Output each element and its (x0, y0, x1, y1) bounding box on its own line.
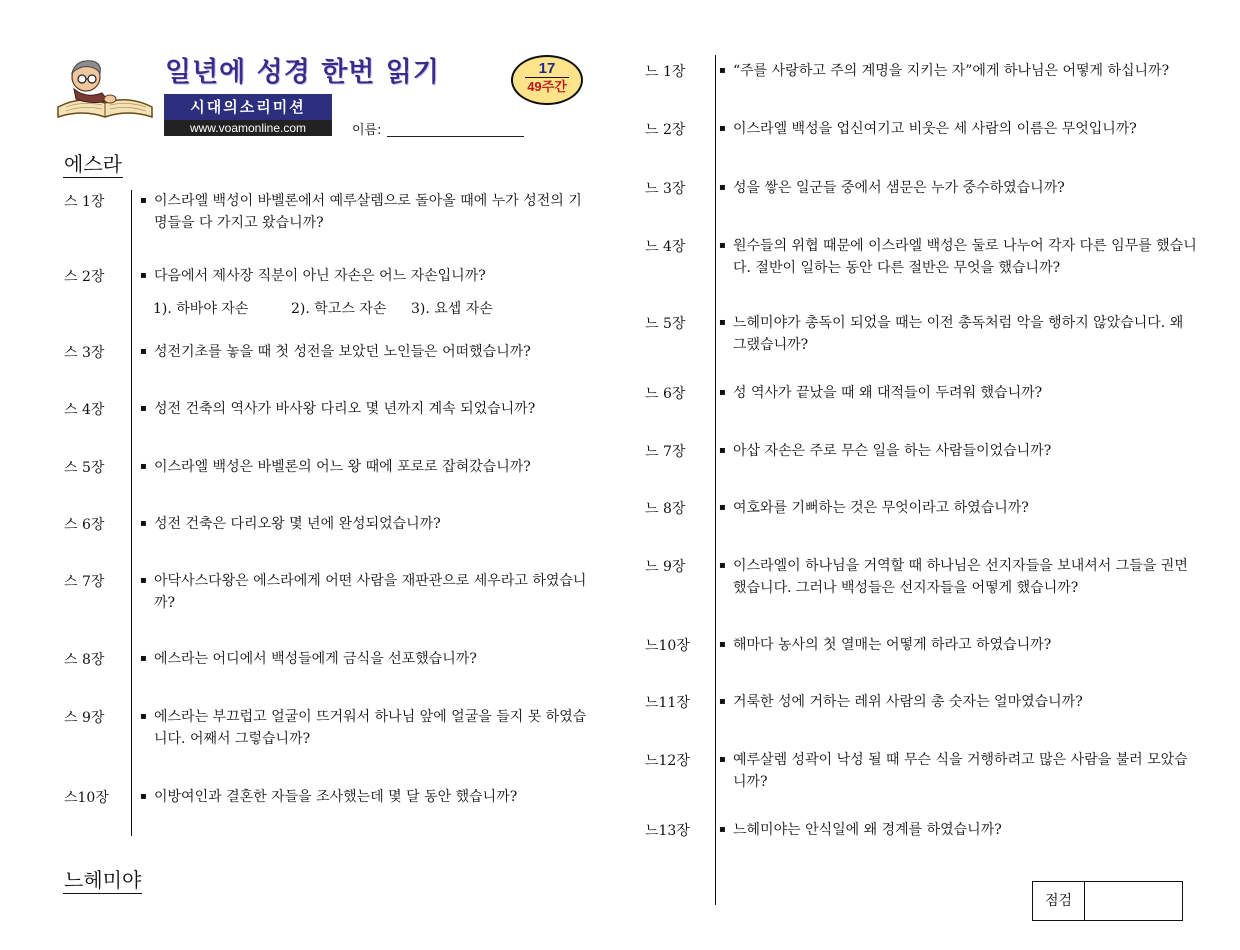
question-item (719, 634, 1197, 680)
bullet-icon: ▪ (719, 639, 726, 650)
option-1[interactable]: 1). 하바야 자손 (153, 301, 249, 317)
name-label: 이름: (352, 123, 382, 138)
bullet-icon: ▪ (719, 754, 726, 765)
question-text: 아삽 자손은 주로 무슨 일을 하는 사람들이었습니까? (733, 443, 1052, 459)
option-3[interactable]: 3). 요셉 자손 (411, 301, 493, 317)
question-text: 느헤미야는 안식일에 왜 경계를 하였습니까? (733, 822, 1002, 838)
bullet-icon: ▪ (719, 182, 726, 193)
chapter-label: 느 6장 (645, 386, 686, 402)
chapter-label: 스 1장 (64, 194, 105, 210)
option-2[interactable]: 2). 학고스 자손 (291, 301, 387, 317)
bullet-icon: ▪ (140, 461, 147, 472)
question-text: 성을 쌓은 일군들 중에서 샘문은 누가 중수하였습니까? (733, 180, 1065, 196)
bullet-icon: ▪ (140, 270, 147, 281)
question-item (140, 570, 590, 616)
question-text: 거룩한 성에 거하는 레위 사람의 총 숫자는 얼마였습니까? (733, 694, 1083, 710)
column-divider (715, 55, 716, 905)
question-item (719, 118, 1197, 164)
section-title-nehemiah: 느헤미야 (64, 868, 142, 892)
bullet-icon: ▪ (719, 445, 726, 456)
question-text: 에스라는 부끄럽고 얼굴이 뜨거워서 하나님 앞에 얼굴을 들지 못 하였습니다. 어째서 그렇습니까? (154, 709, 587, 747)
question-item (140, 513, 590, 559)
question-text: 해마다 농사의 첫 열매는 어떻게 하라고 하였습니까? (733, 637, 1052, 653)
chapter-label: 스10장 (64, 790, 109, 806)
chapter-label: 스 2장 (64, 269, 105, 285)
chapter-label: 느12장 (645, 753, 690, 769)
bullet-icon: ▪ (140, 403, 147, 414)
question-text: 이스라엘이 하나님을 거역할 때 하나님은 선지자들을 보내셔서 그들을 권면 했습니다. 그러나 백성들은 선지자들을 어떻게 했습니까? (733, 558, 1188, 596)
question-text: 이스라엘 백성이 바벨론에서 예루살렘으로 돌아올 때에 누가 성전의 기명들을 다 가지고 왔습니까? (154, 193, 582, 231)
bullet-icon: ▪ (140, 711, 147, 722)
bullet-icon: ▪ (719, 123, 726, 134)
chapter-label: 느 5장 (645, 316, 686, 332)
brand-url: www.voamonline.com (164, 120, 332, 136)
question-item (719, 312, 1197, 358)
question-text: 예루살렘 성곽이 낙성 될 때 무슨 식을 거행하려고 많은 사람을 불러 모았습니까? (733, 752, 1188, 790)
question-item (719, 819, 1197, 865)
bullet-icon: ▪ (140, 195, 147, 206)
chapter-label: 느 8장 (645, 501, 686, 517)
answer-options (153, 298, 493, 318)
chapter-label: 스 5장 (64, 460, 105, 476)
chapter-label: 느10장 (645, 638, 690, 654)
name-field[interactable] (387, 136, 524, 137)
bullet-icon: ▪ (140, 791, 147, 802)
chapter-label: 스 8장 (64, 652, 105, 668)
question-item (719, 555, 1197, 601)
question-text: 아닥사스다왕은 에스라에게 어떤 사람을 재판관으로 세우라고 하였습니까? (154, 573, 587, 611)
bullet-icon: ▪ (140, 575, 147, 586)
chapter-label: 스 4장 (64, 402, 105, 418)
question-text: 원수들의 위협 때문에 이스라엘 백성은 둘로 나누어 각자 다른 임무를 했습니다. 절반이 일하는 동안 다른 절반은 무엇을 했습니까? (733, 238, 1197, 276)
question-text: 성전기초를 놓을 때 첫 성전을 보았던 노인들은 어떠했습니까? (154, 344, 531, 360)
bullet-icon: ▪ (719, 560, 726, 571)
chapter-label: 느13장 (645, 823, 690, 839)
question-text: 성 역사가 끝났을 때 왜 대적들이 두려워 했습니까? (733, 385, 1043, 401)
chapter-label: 느11장 (645, 695, 690, 711)
badge-week: 49주간 (527, 79, 567, 94)
question-item (140, 398, 590, 444)
question-item (719, 691, 1197, 737)
question-text: 성전 건축의 역사가 바사왕 다리오 몇 년까지 계속 되었습니까? (154, 401, 536, 417)
chapter-label: 느 3장 (645, 181, 686, 197)
question-item (719, 497, 1197, 543)
bullet-icon: ▪ (719, 240, 726, 251)
bullet-icon: ▪ (719, 65, 726, 76)
question-item (719, 440, 1197, 486)
badge-number: 17 (538, 60, 556, 77)
question-item (140, 190, 590, 236)
question-item (140, 786, 590, 832)
chapter-label: 느 1장 (645, 64, 686, 80)
chapter-label: 스 3장 (64, 345, 105, 361)
question-text: 느헤미야가 총독이 되었을 때는 이전 총독처럼 악을 행하지 않았습니다. 왜 그랬습니까? (733, 315, 1184, 353)
question-item (719, 382, 1197, 428)
bullet-icon: ▪ (719, 502, 726, 513)
question-item (719, 235, 1197, 281)
bullet-icon: ▪ (719, 317, 726, 328)
brand-label: 시대의소리미션 (164, 94, 332, 120)
chapter-label: 느 7장 (645, 444, 686, 460)
question-item (719, 749, 1197, 795)
question-text: 에스라는 어디에서 백성들에게 금식을 선포했습니까? (154, 651, 477, 667)
question-item (719, 177, 1197, 223)
question-text: “주를 사랑하고 주의 계명을 지키는 자”에게 하나님은 어떻게 하십니까? (733, 63, 1170, 79)
bullet-icon: ▪ (140, 346, 147, 357)
chapter-label: 스 9장 (64, 710, 105, 726)
question-item (719, 60, 1197, 106)
question-text: 여호와를 기뻐하는 것은 무엇이라고 하였습니까? (733, 500, 1029, 516)
chapter-label: 느 4장 (645, 239, 686, 255)
question-item (140, 456, 590, 502)
question-text: 다음에서 제사장 직분이 아닌 자손은 어느 자손입니까? (154, 268, 486, 284)
page-title: 일년에 성경 한번 읽기 (165, 57, 440, 88)
check-box[interactable] (1032, 881, 1183, 921)
column-divider (131, 190, 132, 836)
bullet-icon: ▪ (719, 824, 726, 835)
bullet-icon: ▪ (719, 387, 726, 398)
question-text: 이스라엘 백성을 업신여기고 비웃은 세 사람의 이름은 무엇입니까? (733, 121, 1137, 137)
week-badge (511, 55, 583, 105)
question-text: 이방여인과 결혼한 자들을 조사했는데 몇 달 동안 했습니까? (154, 789, 518, 805)
question-item (140, 706, 590, 752)
section-title-ezra: 에스라 (64, 152, 122, 176)
question-item (140, 648, 590, 694)
bullet-icon: ▪ (719, 696, 726, 707)
question-item (140, 341, 590, 387)
reading-man-illustration (52, 55, 158, 123)
question-text: 이스라엘 백성은 바벨론의 어느 왕 때에 포로로 잡혀갔습니까? (154, 459, 531, 475)
chapter-label: 느 9장 (645, 559, 686, 575)
check-label: 점검 (1033, 882, 1085, 920)
chapter-label: 스 7장 (64, 574, 105, 590)
bullet-icon: ▪ (140, 518, 147, 529)
bullet-icon: ▪ (140, 653, 147, 664)
chapter-label: 느 2장 (645, 122, 686, 138)
chapter-label: 스 6장 (64, 517, 105, 533)
question-text: 성전 건축은 다리오왕 몇 년에 완성되었습니까? (154, 516, 441, 532)
